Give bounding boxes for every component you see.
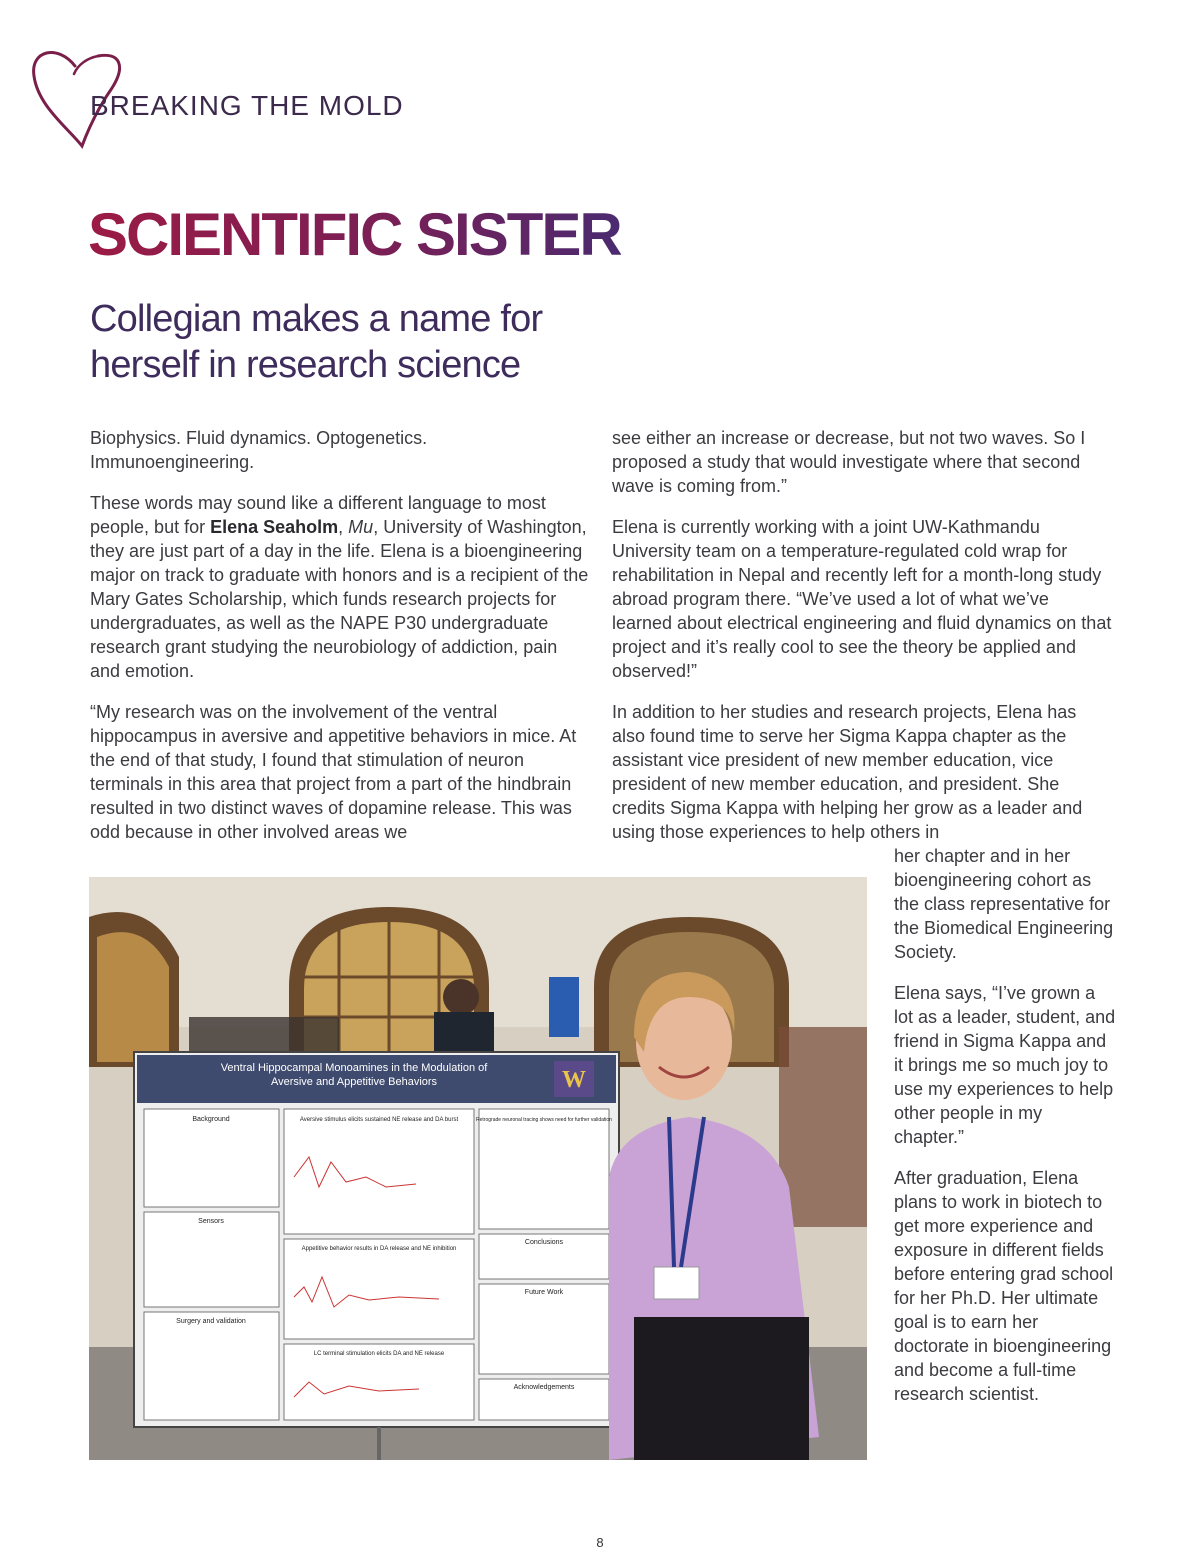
research-poster: [134, 1052, 619, 1427]
paragraph: In addition to her studies and research projects, Elena has also found time to serve her Sigma Kappa chapter as the assistant vice president of new member education, vice president of new member education, and president. She credits Sigma Kappa with helping her grow as a leader and using those experiences to help others in: [612, 702, 1083, 842]
poster-title-line: Ventral Hippocampal Monoamines in the Modulation of: [220, 1062, 488, 1074]
poster-title-line: Aversive and Appetitive Behaviors: [270, 1076, 438, 1088]
poster-section-heading: Sensors: [198, 1218, 224, 1225]
poster-section-heading: LC terminal stimulation elicits DA and NE release: [313, 1351, 445, 1357]
poster-section-heading: Future Work: [524, 1289, 564, 1296]
text-run: These words may sound like a different language to most people, but for: [90, 493, 546, 537]
section-label: BREAKING THE MOLD: [90, 90, 404, 121]
poster-section-heading: Background: [192, 1116, 230, 1123]
paragraph: see either an increase or decrease, but not two waves. So I proposed a study that would investigate where that second wave is coming from.”: [612, 428, 1086, 496]
w-logo-icon: W: [562, 1067, 586, 1093]
text-run: ,: [338, 517, 349, 537]
poster-photo-illustration: [89, 877, 867, 1460]
paragraph: Elena is currently working with a joint UW-Kathmandu University team on a temperature-regulated cold wrap for rehabilitation in Nepal and recently left for a month-long study abroad program there. “We’ve used a lot of what we’ve learned about electrical engineering and fluid dynamics on that project and it’s really cool to see the theory be applied and observed!”: [612, 517, 1112, 681]
paragraph: Elena says, “I’ve grown a lot as a leader, student, and friend in Sigma Kappa and it brings me so much joy to use my experiences to help other people in my chapter.”: [894, 983, 1116, 1147]
paragraph: [90, 491, 590, 683]
page-number: 8: [596, 1535, 604, 1550]
paragraph: After graduation, Elena plans to work in biotech to get more experience and exposure in different fields before entering grad school for her Ph.D. Her ultimate goal is to earn her doctorate in bioengineering and become a full-time research scientist.: [894, 1168, 1114, 1404]
poster-section-heading: Surgery and validation: [176, 1318, 246, 1325]
chapter-name: Mu: [348, 517, 374, 537]
article-subtitle: Collegian makes a name for herself in research science: [90, 298, 543, 386]
paragraph: “My research was on the involvement of the ventral hippocampus in aversive and appetitive behaviors in mice. At the end of that study, I found that stimulation of neuron terminals in this area that project from a part of the hindbrain resulted in two distinct waves of dopamine release. This was odd because in other involved areas we: [90, 702, 577, 842]
narrow-column: [894, 844, 1116, 1423]
paragraph: Biophysics. Fluid dynamics. Optogenetics. Immunoengineering.: [90, 428, 428, 472]
right-column: [612, 426, 1112, 861]
person-name: Elena Seaholm: [210, 517, 339, 537]
left-column: [90, 426, 590, 861]
poster-section-heading: Conclusions: [524, 1239, 564, 1246]
poster-section-heading: Appetitive behavior results in DA release and NE inhibition: [301, 1246, 457, 1252]
poster-section-heading: Acknowledgements: [513, 1384, 575, 1391]
article-title: SCIENTIFIC SISTER: [88, 201, 621, 268]
poster-section-heading: Aversive stimulus elicits sustained NE release and DA burst: [299, 1117, 459, 1123]
poster-section-heading: Retrograde neuronal tracing shows need for further validation: [476, 1117, 612, 1123]
text-run: , University of Washington, they are just part of a day in the life. Elena is a bioengineering major on track to graduate with honors and is a recipient of the Mary Gates Scholarship, which funds research projects for undergraduates, as well as the NAPE P30 undergraduate research grant studying the neurobiology of addiction, pain and emotion.: [90, 517, 589, 681]
poster-photo: [89, 877, 867, 1460]
paragraph: her chapter and in her bioengineering cohort as the class representative for the Biomedical Engineering Society.: [894, 846, 1114, 962]
